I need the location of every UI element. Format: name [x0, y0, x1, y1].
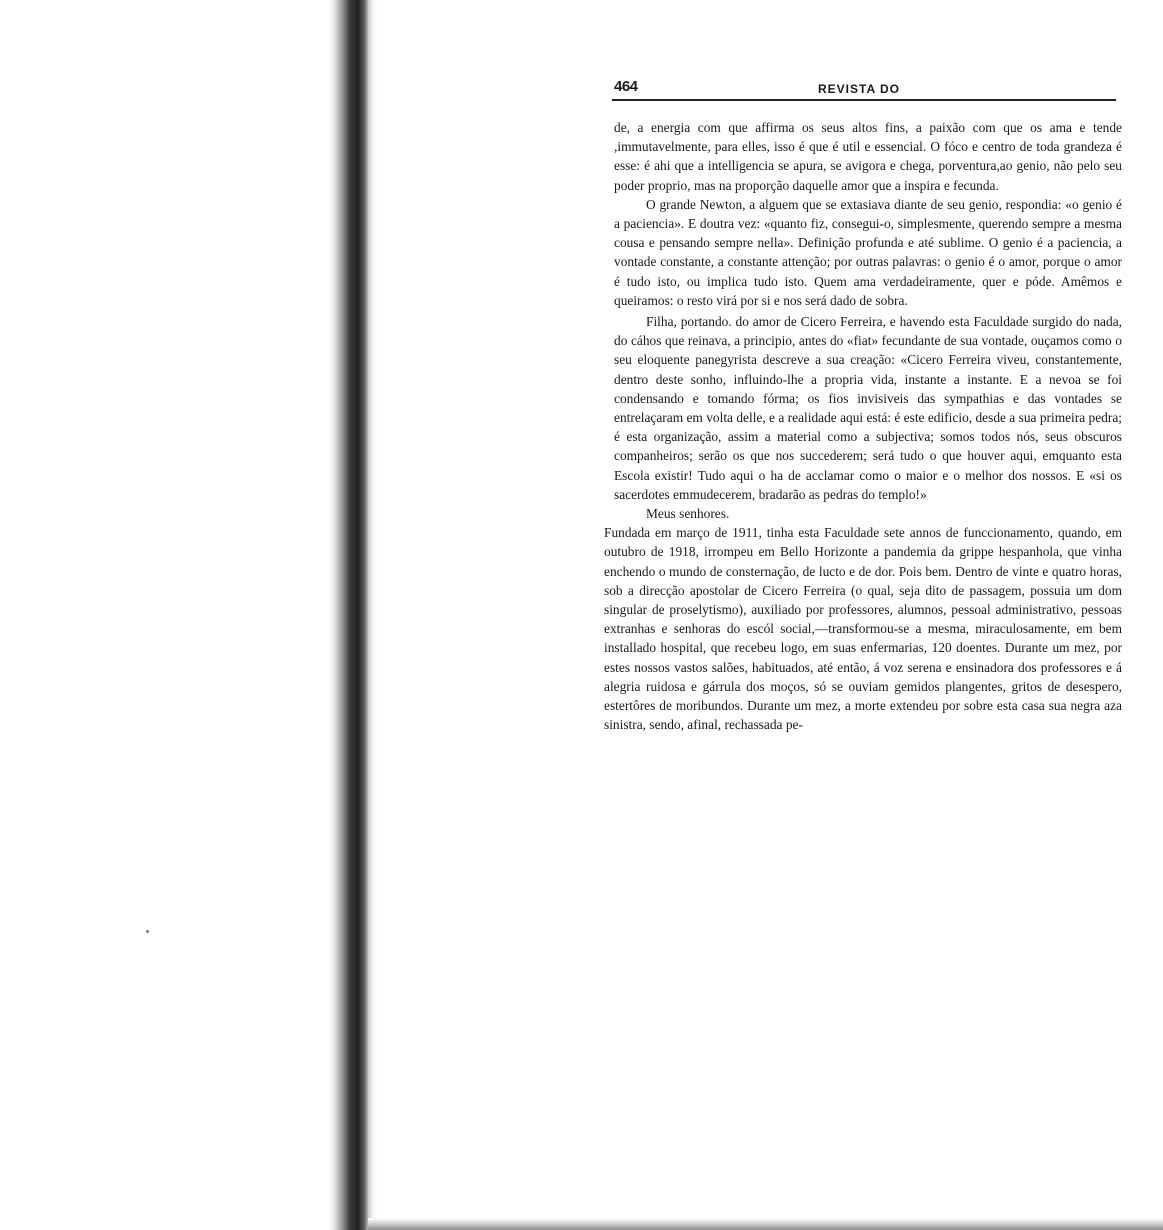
page-bottom-edge: [368, 1218, 1163, 1230]
running-head: REVISTA DO: [818, 82, 901, 96]
book-binding-shadow: [328, 0, 368, 1230]
paragraph-newton: O grande Newton, a alguem que se extasiava diante de seu genio, respondia: «o genio é a paciencia». E doutra vez: «quanto fiz, consegui-o, simplesmente, querendo sempre a mesma cousa e pensando sempre nella». Definição profunda e até sublime. O genio é a paciencia, a vontade constante, a constante attenção; por outras palavras: o genio é o amor, porque o amor é tudo isto, ou implica tudo isto. Quem ama verdadeiramente, quer e póde. Amêmos e queiramos: o resto virá por si e nos será dado de sobra.: [614, 196, 1122, 308]
paragraph-cicero-ferreira: Filha, portando. do amor de Cicero Ferreira, e havendo esta Faculdade surgido do nada, do cáhos que reinava, a principio, antes do «fiat» fecundante de sua vontade, ouçamos como o seu eloquente panegyrista descreve a sua creação: «Cicero Ferreira viveu, constantemente, dentro deste sonho, influindo-lhe a propria vida, instante a instante. E a nevoa se foi condensando e tomando fórma; os fios invisiveis das sympathias e das vontades se entrelaçaram em volta delle, e a realidade aqui está: é este edificio, desde a sua primeira pedra; é esta organização, assim a material como a subjectiva; somos todos nós, seus obscuros companheiros; serão os que nos succederem; será tudo o que houver aqui, emquanto esta Escola existir! Tudo aqui o ha de acclamar como o maior e o melhor dos nossos. E «si os sacerdotes emmudecerem, bradarão as pedras do templo!»: [614, 314, 1122, 502]
binding-edge: [368, 0, 378, 1230]
page-number: 464: [614, 78, 638, 95]
stray-mark: [146, 930, 149, 933]
body-text: [604, 118, 1122, 735]
paragraph-pandemic: Fundada em março de 1911, tinha esta Faculdade sete annos de funccionamento, quando, em outubro de 1918, irrompeu em Bello Horizonte a pandemia da grippe hespanhola, que vinha enchendo o mundo de consternação, de lucto e de dor. Pois bem. Dentro de vinte e quatro horas, sob a direcção apostolar de Cicero Ferreira (o qual, seja dito de passagem, possuia um dom singular de proselytismo), auxiliado por professores, alumnos, pessoal administrativo, pessoas extranhas e senhoras do escól social,—transformou-se a mesma, miraculosamente, em bem installado hospital, que recebeu logo, em suas enfermarias, 120 doentes. Durante um mez, por estes nossos vastos salões, habituados, até então, á voz serena e ensinadora dos professores e á alegria ruidosa e gárrula dos moços, só se ouviam gemidos plangentes, gritos de desespero, estertôres de moribundos. Durante um mez, a morte extendeu por sobre esta casa sua negra aza sinistra, sendo, afinal, rechassada pe-: [604, 525, 1122, 733]
paragraph-salutation: Meus senhores.: [646, 506, 730, 522]
header-rule: [612, 99, 1116, 101]
paragraph-continuation: de, a energia com que affirma os seus altos fins, a paixão com que os ama e tende ,immutavelmente, para elles, isso é que é util e essencial. O fóco e centro de toda grandeza é esse: é ahi que a intelligencia se apura, se avigora e chega, porventura,ao genio, não pelo seu poder proprio, mas na proporção daquelle amor que a inspira e fecunda.: [614, 120, 1122, 193]
left-page-margin: [0, 0, 340, 1230]
